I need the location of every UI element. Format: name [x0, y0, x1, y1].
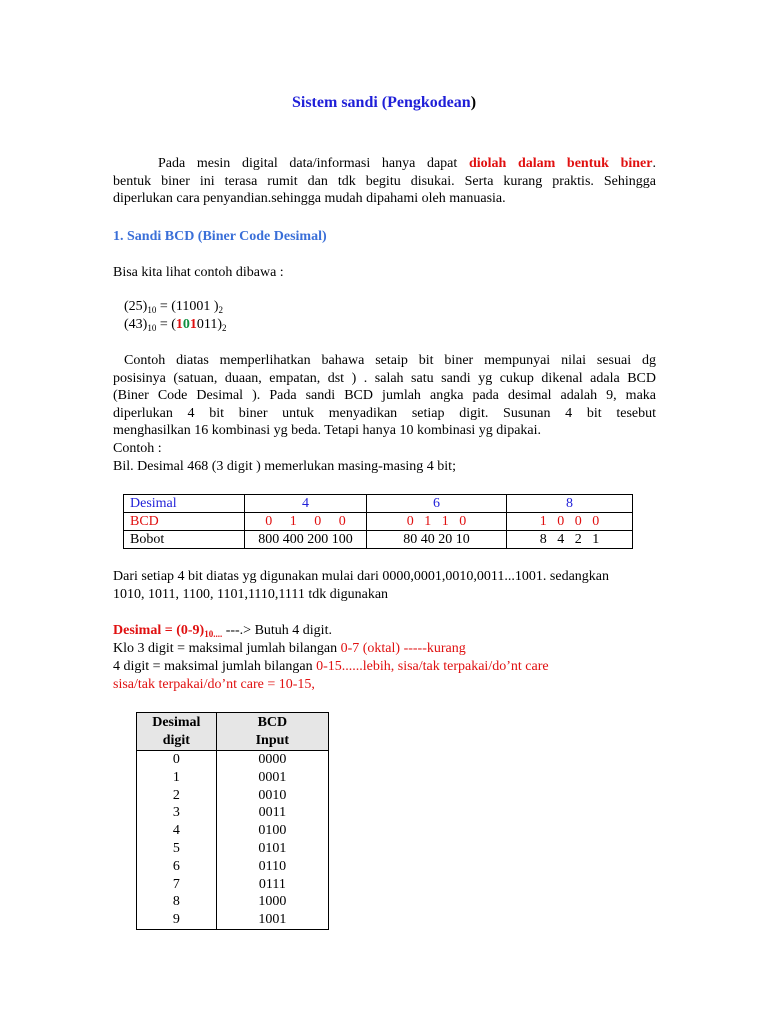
equation-1: $(25)_{10} = (11001$ )$_2$	[124, 299, 224, 315]
note-4-digit: 4 digit = maksimal jumlah bilangan 0-15......lebih, sisa/tak terpakai/do’nt care	[113, 659, 549, 674]
section-heading-bcd: 1. Sandi BCD (Biner Code Desimal)	[113, 229, 327, 244]
table-row: 1 0001	[137, 769, 329, 787]
table-row: 3 0011	[137, 804, 329, 822]
table-header-row: Desimal digit BCD Input	[137, 713, 329, 751]
bcd-conversion-table	[136, 712, 329, 930]
intro-paragraph	[113, 155, 656, 208]
note-3-digit: Klo 3 digit = maksimal jumlah bilangan 0-7 (oktal) -----kurang	[113, 641, 466, 656]
table-row: 4 0100	[137, 822, 329, 840]
table-row: Desimal 4 6 8	[124, 495, 633, 513]
table-row: 6 0110	[137, 858, 329, 876]
table-row: 9 1001	[137, 911, 329, 929]
unused-codes-line-1: Dari setiap 4 bit diatas yg digunakan mulai dari 0000,0001,0010,0011...1001. sedangkan	[113, 569, 610, 584]
intro-line-1: Pada mesin digital data/informasi hanya dapat diolah dalam bentuk biner.	[158, 156, 656, 171]
table-row: Bobot 800 400 200 100 80 40 20 10 8 4 2 1	[124, 531, 633, 549]
note-decimal: Desimal = $(0-9)_{10....}$ ---.> Butuh 4 digit.	[113, 623, 332, 639]
intro-line-2: bentuk biner ini terasa rumit dan tdk begitu disukai. Serta kurang praktis. Sehingga	[113, 173, 656, 189]
table-row: BCD 0 1 0 0 0 1 1 0 1 0 0 0	[124, 513, 633, 531]
explanation-paragraph: Contoh diatas memperlihatkan bahawa setaip bit biner mempunyai nilai sesuai dg posisinya (satuan, duaan, empatan, dst ) . salah satu sandi yg cukup dikenal adala BCD (Biner Code Desimal ). Pada sandi BCD jumlah angka pada desimal adalah 9, maka diperlukan 4 bit biner untuk menyadikan setiap digit. Susunan 4 bit tesebut menghasilkan 16 kombinasi yg beda. Tetapi hanya 10 kombinasi yg dipakai. Contoh : Bil. Desimal 468 (3 digit ) memerlukan masing-masing 4 bit;	[113, 353, 656, 474]
example-intro: Bisa kita lihat contoh dibawa :	[113, 265, 284, 280]
equation-2: $(43)_{10} = (101011)_2$	[124, 317, 227, 333]
note-dont-care: sisa/tak terpakai/do’nt care = 10-15,	[113, 677, 315, 692]
table-row: 0 0000	[137, 751, 329, 769]
table-row: 2 0010	[137, 787, 329, 805]
page-title: Sistem sandi (Pengkodean)	[291, 94, 477, 111]
unused-codes-line-2: 1010, 1011, 1100, 1101,1110,1111 tdk digunakan	[113, 587, 389, 602]
table-row: 7 0111	[137, 876, 329, 894]
intro-line-3: diperlukan cara penyandian.sehingga mudah dipahami oleh manuasia.	[113, 191, 506, 207]
table-row: 5 0101	[137, 840, 329, 858]
bcd-example-table	[123, 494, 633, 549]
table-row: 8 1000	[137, 893, 329, 911]
